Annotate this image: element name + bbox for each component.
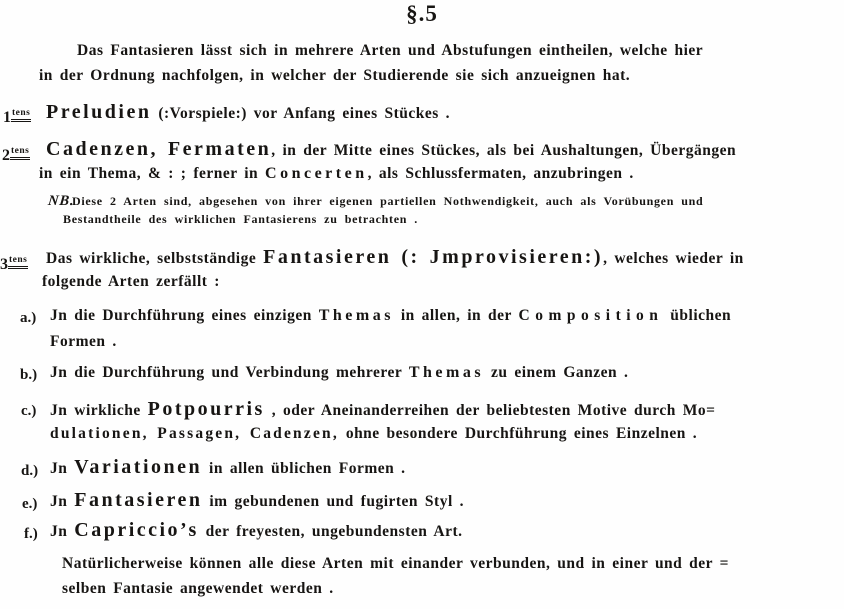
section-heading: §.5 — [406, 1, 438, 26]
item-1-marker — [3, 103, 31, 128]
item-3-line-1 — [46, 245, 744, 271]
text-segment: Jn wirkliche — [50, 402, 148, 419]
item-3-ordinal: tens — [8, 255, 28, 269]
text-segment: Jn die Durchführung eines einzigen — [50, 307, 319, 324]
text-segment: in allen üblichen Formen . — [202, 460, 406, 477]
closing-line-1: Natürlicherweise können alle diese Arten mit einander verbunden, und in einer und der = — [62, 555, 729, 572]
item-a-line-1 — [50, 304, 731, 328]
item-2-line-1 — [46, 137, 736, 163]
intro-line-1: Das Fantasieren lässt sich in mehrere Arten und Abstufungen eintheilen, welche hier — [77, 42, 704, 59]
item-1-number: 1 — [3, 109, 11, 126]
term-composition: Composition — [518, 307, 664, 324]
item-d-marker: d.) — [21, 463, 39, 479]
term-fantasieren: Fantasieren — [74, 489, 203, 511]
item-e-line-1 — [50, 488, 464, 514]
text-segment: Jn — [50, 460, 75, 477]
term-themas: Themas — [408, 364, 485, 381]
item-b-line-1 — [50, 361, 628, 385]
item-e-marker: e.) — [22, 496, 38, 512]
term-concerten: Concerten — [265, 165, 368, 182]
text-segment: der freyesten, ungebundensten Art. — [198, 523, 463, 540]
item-c-line-1 — [50, 397, 715, 423]
term-capriccios: Capriccio’s — [74, 519, 199, 541]
text-segment: (:Vorspiele:) vor Anfang eines Stückes . — [151, 105, 451, 122]
text-segment: dulationen, Passagen, Cadenzen, — [50, 425, 339, 442]
item-f-marker: f.) — [24, 526, 38, 542]
closing-line-2: selben Fantasie angewendet werden . — [62, 580, 334, 597]
item-1-ordinal: tens — [11, 108, 31, 122]
item-f-line-1 — [50, 518, 463, 544]
text-segment: zu einem Ganzen . — [484, 364, 629, 381]
item-2-ordinal: tens — [10, 146, 30, 160]
item-2-marker — [2, 141, 30, 166]
term-themas: Themas — [318, 307, 394, 324]
nb-marker: NB. — [47, 193, 76, 209]
item-a-line-2: Formen . — [50, 333, 117, 350]
item-a-marker: a.) — [20, 310, 37, 326]
text-segment: Jn die Durchführung und Verbindung mehrerer — [50, 364, 409, 381]
text-segment: im gebundenen und fugirten Styl . — [202, 493, 465, 510]
text-segment: ohne besondere Durchführung eines Einzelnen . — [338, 425, 698, 442]
text-segment: , oder Aneinanderreihen der beliebtesten Motive durch Mo= — [264, 402, 716, 419]
term-fantasieren-improvisieren: Fantasieren (: Jmprovisieren:) — [263, 246, 604, 268]
term-cadenzen-fermaten: Cadenzen, Fermaten — [46, 138, 272, 160]
term-variationen: Variationen — [74, 456, 203, 478]
item-c-line-2 — [50, 422, 697, 446]
text-segment: üblichen — [663, 307, 732, 324]
item-1-line-1 — [46, 100, 450, 126]
item-b-marker: b.) — [20, 367, 38, 383]
term-potpourris: Potpourris — [147, 398, 265, 420]
item-2-line-2 — [39, 162, 634, 186]
text-segment: in ein Thema, & : ; ferner in — [39, 165, 266, 182]
note-line-1: Diese 2 Arten sind, abgesehen von ihrer eigenen partiellen Nothwendigkeit, auch als Vorübungen und — [72, 194, 704, 208]
intro-line-2: in der Ordnung nachfolgen, in welcher der Studierende sie sich anzueignen hat. — [39, 67, 631, 84]
note-line-2: Bestandtheile des wirklichen Fantasierens zu betrachten . — [63, 212, 418, 226]
item-c-marker: c.) — [21, 403, 37, 419]
text-segment: Jn — [50, 523, 75, 540]
item-2-number: 2 — [2, 147, 10, 164]
item-3-line-2: folgende Arten zerfällt : — [42, 273, 220, 290]
text-segment: , als Schlussfermaten, anzubringen . — [367, 165, 634, 182]
text-segment: in allen, in der — [393, 307, 519, 324]
text-segment: , welches wieder in — [603, 250, 744, 267]
item-3-number: 3 — [0, 256, 8, 273]
item-d-line-1 — [50, 455, 406, 481]
item-3-marker — [0, 250, 28, 275]
text-segment: , in der Mitte eines Stückes, als bei Aushaltungen, Übergängen — [271, 142, 737, 159]
text-segment: Das wirkliche, selbstständige — [46, 250, 264, 267]
text-segment: Jn — [50, 493, 75, 510]
term-preludien: Preludien — [46, 101, 152, 123]
